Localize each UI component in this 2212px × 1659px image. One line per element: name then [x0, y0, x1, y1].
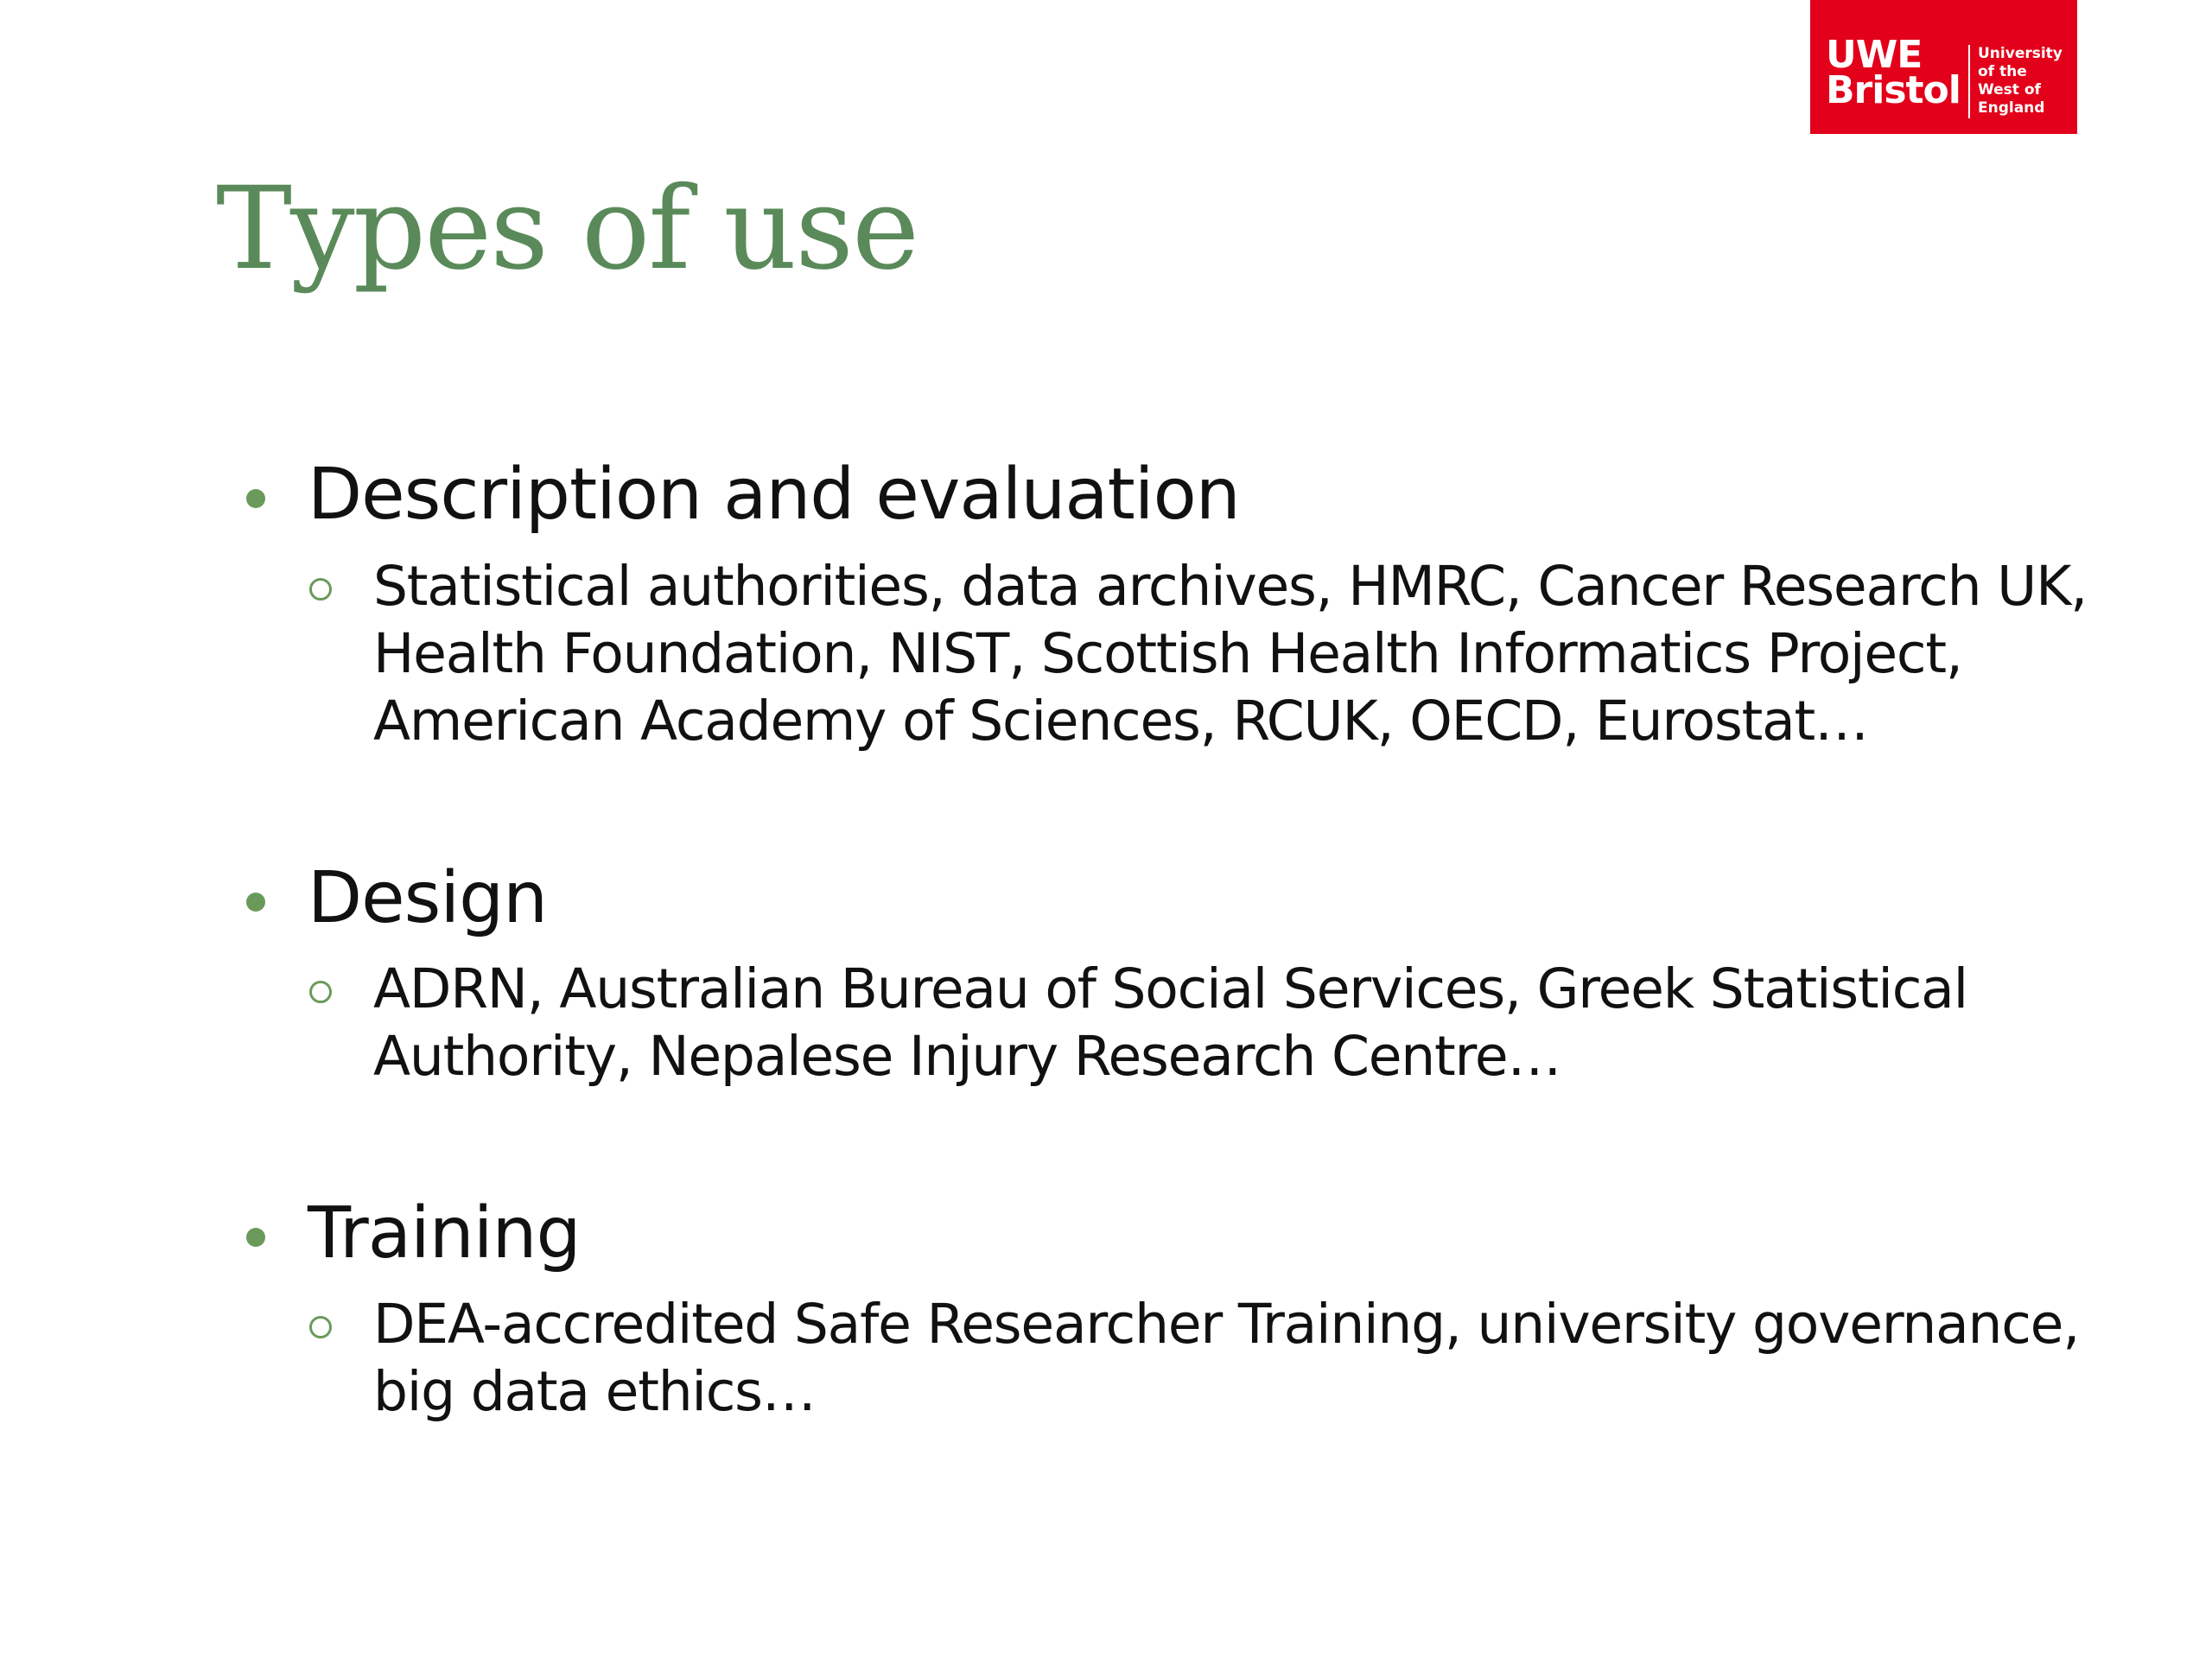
sub-bullet-text	[373, 553, 2088, 755]
logo-wordmark	[1826, 33, 1961, 112]
logo-line-1: UWE	[1826, 33, 1923, 77]
uwe-bristol-logo	[1810, 0, 2077, 134]
logo-divider	[1968, 45, 1970, 118]
sub-bullet-ring-icon	[309, 1316, 332, 1338]
logo-sub-line-3: West of	[1978, 81, 2041, 99]
sub-bullet-line: DEA-accredited Safe Researcher Training, university governance,	[373, 1293, 2080, 1356]
sub-bullet-line: Authority, Nepalese Injury Research Centre…	[373, 1025, 1561, 1088]
logo-subtitle	[1978, 45, 2063, 118]
sub-bullet-line: Statistical authorities, data archives, HMRC, Cancer Research UK,	[373, 555, 2088, 618]
logo-sub-line-1: University	[1978, 45, 2063, 62]
sub-bullet-ring-icon	[309, 578, 332, 601]
bullet-dot-icon	[246, 1228, 265, 1247]
logo-sub-line-4: England	[1978, 99, 2045, 117]
sub-bullet-line: American Academy of Sciences, RCUK, OECD, Eurostat…	[373, 690, 1868, 753]
sub-bullet-line: Health Foundation, NIST, Scottish Health Informatics Project,	[373, 622, 1962, 685]
bullet-dot-icon	[246, 893, 265, 912]
bullet-heading: Training	[308, 1192, 581, 1274]
bullet-heading: Design	[308, 857, 548, 939]
sub-bullet-line: big data ethics…	[373, 1360, 816, 1423]
sub-bullet-line: ADRN, Australian Bureau of Social Services, Greek Statistical	[373, 957, 1967, 1020]
bullet-heading: Description and evaluation	[308, 454, 1240, 536]
sub-bullet-ring-icon	[309, 981, 332, 1003]
slide-title: Types of use	[216, 162, 918, 296]
sub-bullet-text	[373, 1291, 2084, 1426]
sub-bullet-text	[373, 956, 2084, 1090]
logo-line-2: Bristol	[1826, 68, 1961, 112]
logo-sub-line-2: of the	[1978, 63, 2027, 80]
bullet-dot-icon	[246, 489, 265, 508]
